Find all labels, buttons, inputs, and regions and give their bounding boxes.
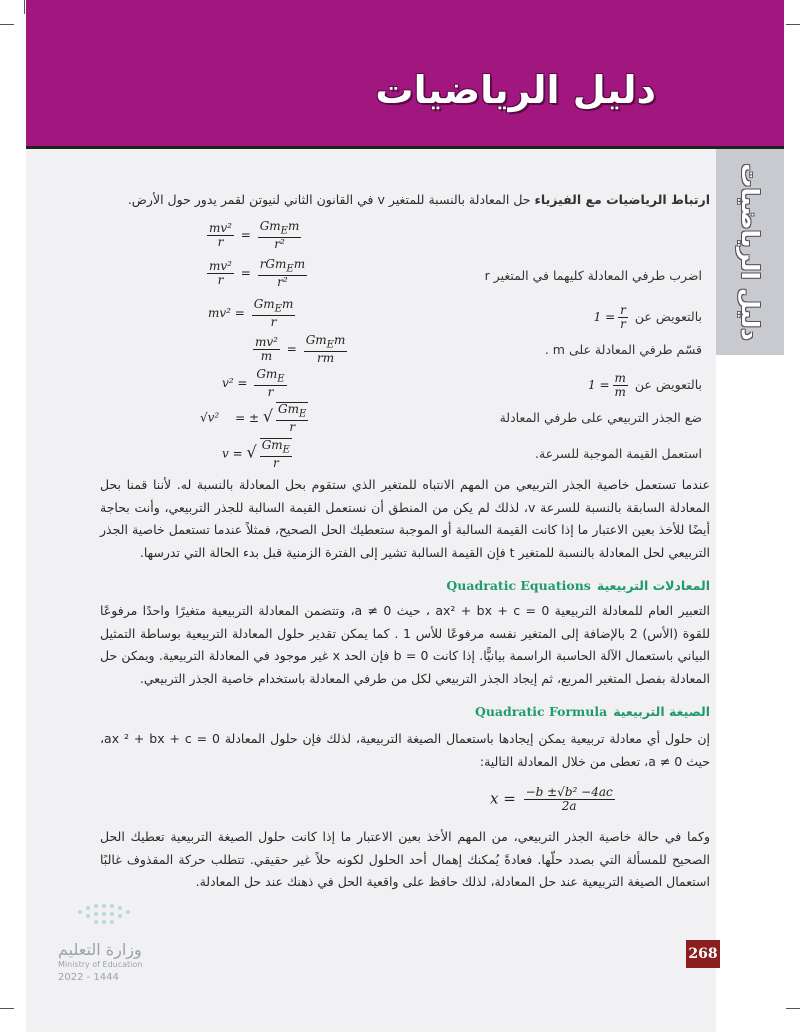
ministry-year: 2022 - 1444	[58, 972, 119, 983]
side-tab-label: دليل الرياضيات	[736, 163, 764, 341]
quadratic-formula: x = $\frac{\text{−b ±√b² −4ac}}{2a}$	[490, 785, 613, 813]
paragraph-conclusion: وكما في حالة خاصية الجذر التربيعي، من المهم الأخذ بعين الاعتبار ما إذا كانت حلول الصيغة التربيعية تعطيك الحل الصحيح للمسألة التي بصدد حلّها. فعادةً يُمكنك إهمال أحد الحلول لكونه حلاً غير حقيقي. تتطلب حركة المقذوف غالبًا استعمال الصيغة التربيعية عند حل المعادلة، لذلك حافظ على واقعية الحل في ذهنك عند حل المعادلة.	[100, 829, 710, 889]
crop-mark	[786, 1008, 800, 1009]
heading-quadratic-equations: المعادلات التربيعيةQuadratic Equations	[446, 578, 710, 593]
ministry-dots-icon	[78, 900, 148, 930]
step-substitute-m: بالتعويض عن $\frac{m}{m}$ = 1	[588, 371, 702, 399]
equation-row-6: √v² = ± √ $\frac{Gm_E}{r}$	[200, 402, 307, 435]
equation-row-5: v² = $\frac{Gm_E}{r}$	[222, 367, 285, 400]
equation-row-4: $\frac{\text{mv²}}{m}$ = $\frac{Gm_Em}{rm}$	[255, 333, 346, 366]
step-divide: قسّم طرفي المعادلة على m .	[544, 342, 702, 357]
crop-mark	[0, 1008, 14, 1009]
step-square-root: ضع الجذر التربيعي على طرفي المعادلة	[499, 410, 702, 425]
step-substitute-r: بالتعويض عن $\frac{r}{r}$ = 1	[593, 303, 702, 331]
equation-row-1: $\frac{\text{mv²}}{r}$ = $\frac{Gm_Em}{\text{r²}}$	[209, 219, 300, 252]
ministry-name-ar: وزارة التعليم	[58, 940, 142, 959]
page-number: 268	[686, 940, 720, 968]
equation-row-7: v = √ $\frac{Gm_E}{r}$	[222, 438, 290, 471]
intro-text: حل المعادلة بالنسبة للمتغير v في القانون الثاني لنيوتن لقمر يدور حول الأرض.	[127, 192, 535, 207]
page-title: دليل الرياضيات	[375, 68, 656, 112]
paragraph-quadratic-equations: التعبير العام للمعادلة التربيعية ax² + bx + c = 0 ، حيث a ≠ 0، وتتضمن المعادلة التربيعية متغيرًا واحدًا مرفوعًا للقوة (الأس) 2 بالإضافة إلى المتغير نفسه مرفوعًا للأس 1 . كما يمكن تقدير حلول المعادلة التربيعية بوساطة التمثيل البياني باستعمال الآلة الحاسبة الراسمة بيانيًّا. إذا كانت b = 0 فإن الحد x غير موجود في المعادلة التربيعية. ويمكن حل المعادلة بفصل المتغير المربع، ثم إيجاد الجذر التربيعي لكل من طرفي المعادلة باستخدام خاصية الجذر التربيعي.	[100, 603, 711, 686]
step-multiply: اضرب طرفي المعادلة كليهما في المتغير r	[484, 268, 702, 283]
ministry-logo	[58, 900, 178, 990]
step-positive-value: استعمل القيمة الموجبة للسرعة.	[535, 446, 702, 461]
paragraph-square-root: عندما تستعمل خاصية الجذر التربيعي من المهم الانتباه للمتغير الذي ستقوم بحل المعادلة بالنسبة له. لأننا قمنا بحل المعادلة السابقة بالنسبة للسرعة v، لذلك لم يكن من المنطق أن نستعمل القيمة السالبة للجذر التربيعي، وأنت بحاجة أيضًا للأخذ بعين الاعتبار ما إذا كانت القيمة السالبة أو الموجبة ستعطيك الحل الصحيح، فمثلاً عندما تستعمل خاصية الجذر التربيعي لحل المعادلة بالنسبة للمتغير t فإن القيمة السالبة تشير إلى الفترة الزمنية قبل بدء الحالة التي تدرسها.	[100, 477, 710, 560]
heading-quadratic-formula: الصيغة التربيعيةQuadratic Formula	[474, 704, 710, 719]
equation-row-2: $\frac{\text{mv²}}{r}$ = $\frac{rGm_Em}{\text{r²}}$	[209, 257, 306, 290]
intro-label: ارتباط الرياضيات مع الفيزياء	[534, 192, 710, 207]
equation-row-3: mv² = $\frac{Gm_Em}{r}$	[208, 297, 294, 330]
derivation	[0, 0, 800, 480]
ministry-name-en: Ministry of Education	[58, 960, 143, 969]
paragraph-quadratic-formula: إن حلول أي معادلة تربيعية يمكن إيجادها باستعمال الصيغة التربيعية، لذلك فإن حلول المعادلة ax ² + bx + c = 0، حيث a ≠ 0، تعطى من خلال المعادلة التالية:	[100, 731, 710, 769]
